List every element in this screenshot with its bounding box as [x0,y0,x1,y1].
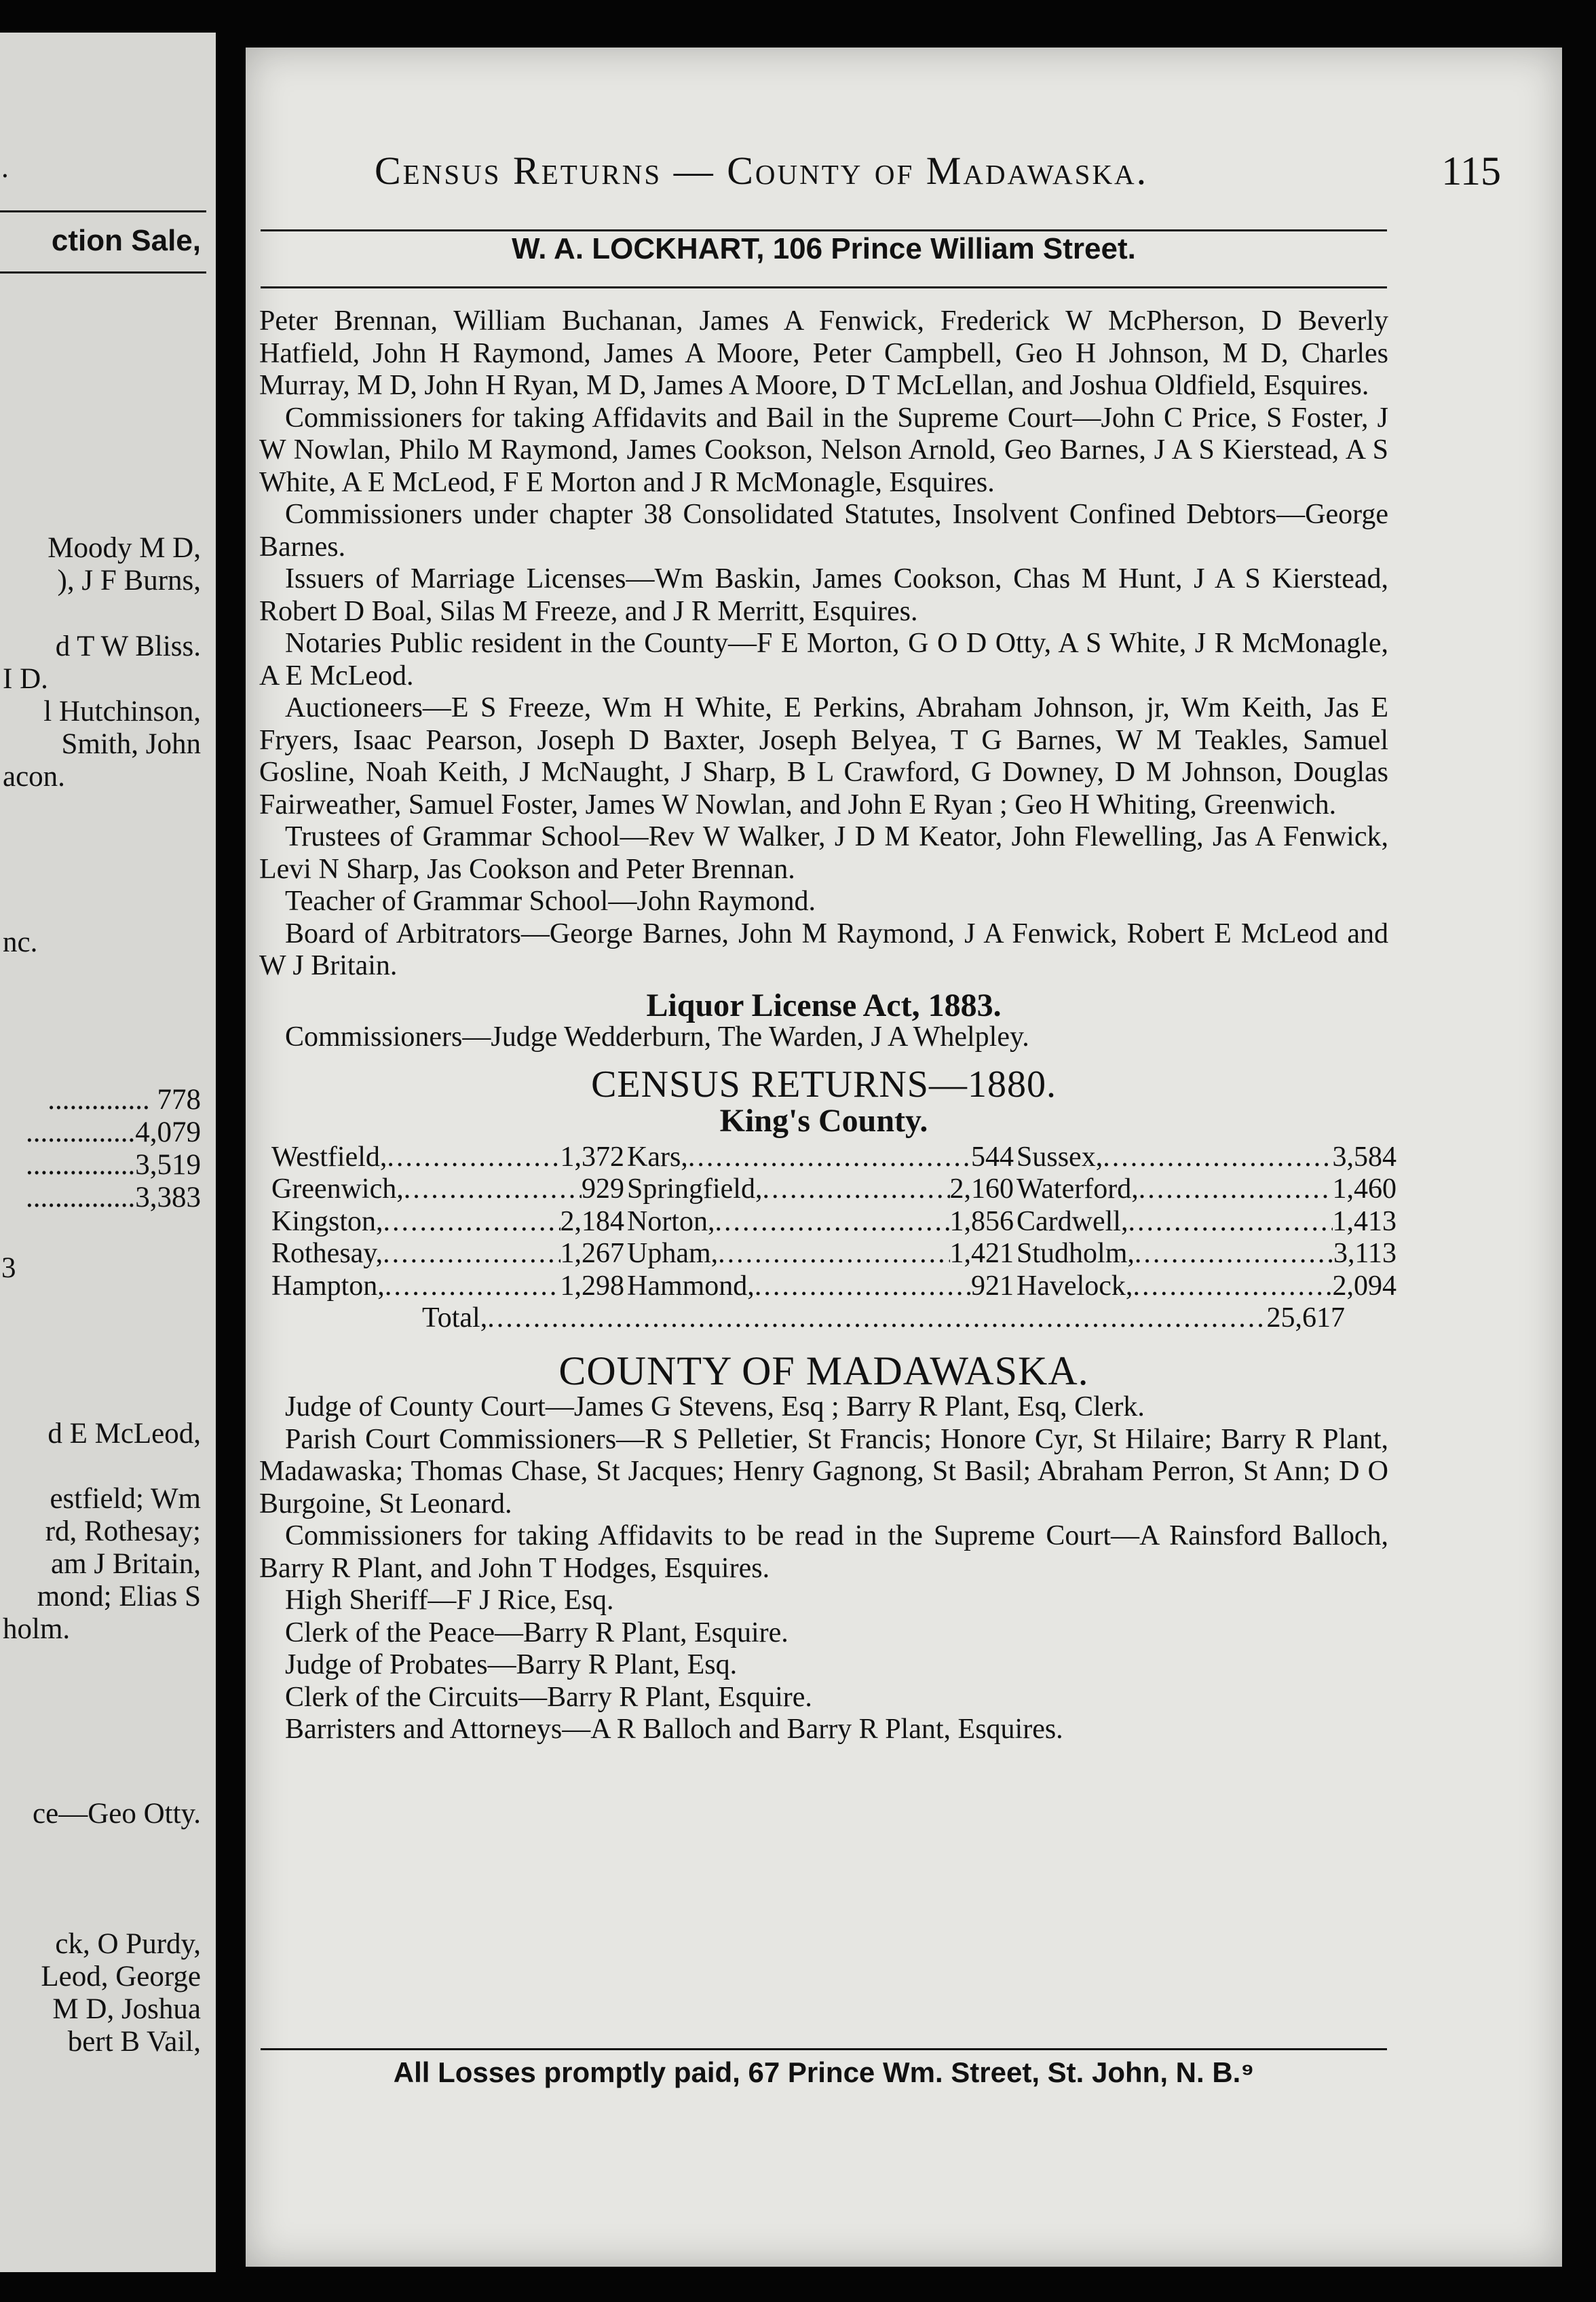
paragraph: Clerk of the Peace—Barry R Plant, Esquire. [285,1617,788,1648]
left-fragment: estfield; Wm [50,1483,201,1515]
census-row: Sussex, ..... 3,584 [1016,1141,1396,1174]
paragraph: Auctioneers—E S Freeze, Wm H White, E Perkins, Abraham Johnson, jr, Wm Keith, Jas E Fryers, Isaac Pearson, Joseph D Baxter, Joseph Belyea, T G Barnes, W M Teakles, Samuel Gosline, Noah Keith, J McNaught, J Sharp, B L Crawford, G Downey, D M Johnson, Douglas Fairweather, Samuel Foster, James W Nowlan, and John E Ryan ; Geo H Whiting, Greenwich. [259,692,1388,820]
section-heading-census: CENSUS RETURNS—1880. [591,1063,1057,1106]
paragraph: Peter Brennan, William Buchanan, James A Fenwick, Frederick W McPherson, D Beverly Hatfield, John H Raymond, James A Moore, Peter Campbell, Geo H Johnson, M D, Charles Murray, M D, John H Ryan, M D, James A Moore, D T McLellan, and Joshua Oldfield, Esquires. [259,305,1388,401]
left-rule [0,210,206,212]
subheading-kings-county: King's County. [719,1103,928,1139]
census-total-label: Total, [422,1302,488,1334]
left-fragment: l Hutchinson, [43,696,201,728]
page-number: 115 [1441,149,1501,193]
census-column [1016,1141,1396,1303]
census-row: Studholm, ..... 3,113 [1016,1238,1396,1270]
paragraph: Commissioners for taking Affidavits and Bail in the Supreme Court—John C Price, S Foster, J W Nowlan, Philo M Raymond, James Cookson, Nelson Arnold, Geo Barnes, J A S Kierstead, A S White, A E McLeod, F E Morton and J R McMonagle, Esquires. [259,402,1388,498]
paragraph: High Sheriff—F J Rice, Esq. [285,1585,614,1616]
paragraph: Board of Arbitrators—George Barnes, John M Raymond, J A Fenwick, Robert E McLeod and W J Britain. [259,918,1388,981]
census-row: Upham, ..... 1,421 [627,1238,1014,1270]
top-advertisement: W. A. LOCKHART, 106 Prince William Street. [512,232,1136,265]
left-fragment: . [1,152,9,184]
census-row: Waterford, ..... 1,460 [1016,1173,1396,1206]
footer-rule [261,2048,1387,2050]
left-fragment: Leod, George [41,1961,201,1993]
left-rule [0,271,206,273]
left-fragment: 3 [1,1252,16,1284]
paragraph: Commissioners for taking Affidavits to be read in the Supreme Court—A Rainsford Balloch, Barry R Plant, and John T Hodges, Esquires. [259,1520,1388,1584]
section-heading-liquor: Liquor License Act, 1883. [646,987,1002,1023]
left-fragment: Moody M D, [48,532,201,564]
left-fragment: bert B Vail, [67,2026,201,2058]
left-fragment: acon. [3,761,65,793]
left-fragment: Smith, John [61,728,201,760]
left-facing-page [0,33,216,2272]
left-fragment: ), J F Burns, [57,565,201,597]
paragraph: Trustees of Grammar School—Rev W Walker, J D M Keator, John Flewelling, Jas A Fenwick, Levi N Sharp, Jas Cookson and Peter Brennan. [259,821,1388,885]
bottom-advertisement: All Losses promptly paid, 67 Prince Wm. Street, St. John, N. B.⁹ [393,2056,1255,2088]
left-fragment: am J Britain, [51,1548,201,1580]
census-table [271,1141,1396,1303]
left-number: ...............3,383 [26,1182,201,1213]
left-fragment: d E McLeod, [48,1418,201,1450]
page-body [259,305,1396,1746]
left-number: ...............4,079 [26,1116,201,1148]
paragraph: Judge of Probates—Barry R Plant, Esq. [285,1649,738,1680]
left-fragment: mond; Elias S [37,1581,201,1612]
census-row: Cardwell, ..... 1,413 [1016,1206,1396,1239]
paragraph: Parish Court Commissioners—R S Pelletier, St Francis; Honore Cyr, St Hilaire; Barry R Plant, Madawaska; Thomas Chase, St Jacques; Henry Gagnong, St Basil; Abraham Perron, St Ann; D O Burgoine, St Leonard. [259,1423,1388,1520]
paragraph: Barristers and Attorneys—A R Balloch and Barry R Plant, Esquires. [285,1714,1063,1745]
header-rule [261,229,1387,231]
book-page [246,48,1562,2267]
paragraph: Issuers of Marriage Licenses—Wm Baskin, James Cookson, Chas M Hunt, J A S Kierstead, Robert D Boal, Silas M Freeze, and J R Merritt, Esquires. [259,563,1388,627]
left-heading-fragment: ction Sale, [51,224,201,257]
section-heading-madawaska: COUNTY OF MADAWASKA. [558,1348,1089,1393]
census-row: Springfield, ..... 2,160 [627,1173,1014,1206]
left-fragment: ce—Geo Otty. [33,1798,201,1830]
left-fragment: M D, Joshua [52,1993,201,2025]
census-row: Kars, ..... 544 [627,1141,1014,1174]
left-fragment: I D. [3,663,48,695]
left-number: .............. 778 [48,1084,201,1116]
census-row: Greenwich, ..... 929 [271,1173,624,1206]
census-column [271,1141,624,1303]
census-column [627,1141,1014,1303]
census-row: Hampton, ..... 1,298 [271,1270,624,1303]
left-fragment: ck, O Purdy, [55,1928,201,1960]
paragraph: Commissioners under chapter 38 Consolidated Statutes, Insolvent Confined Debtors—George Barnes. [259,499,1388,563]
left-fragment: nc. [3,926,38,958]
paragraph: Notaries Public resident in the County—F E Morton, G O D Otty, A S White, J R McMonagle, A E McLeod. [259,628,1388,692]
census-row: Kingston, ..... 2,184 [271,1206,624,1239]
header-rule [261,286,1387,288]
census-total-value: 25,617 [1266,1302,1345,1334]
left-number: ...............3,519 [26,1149,201,1181]
census-row: Rothesay, ..... 1,267 [271,1238,624,1270]
census-row: Norton, ..... 1,856 [627,1206,1014,1239]
census-row: Hammond, ..... 921 [627,1270,1014,1303]
paragraph: Clerk of the Circuits—Barry R Plant, Esquire. [285,1681,812,1713]
page-header [375,148,1501,202]
paragraph: Commissioners—Judge Wedderburn, The Warden, J A Whelpley. [285,1021,1029,1053]
left-fragment: rd, Rothesay; [45,1515,201,1547]
census-row: Havelock, ..... 2,094 [1016,1270,1396,1303]
left-fragment: holm. [3,1613,71,1645]
left-fragment: d T W Bliss. [55,630,201,662]
paragraph: Judge of County Court—James G Stevens, Esq ; Barry R Plant, Esq, Clerk. [285,1391,1145,1422]
census-total-row [422,1302,1345,1335]
census-row: Westfield, ..... 1,372 [271,1141,624,1174]
running-title: Census Returns — County of Madawaska. [375,149,1149,193]
paragraph: Teacher of Grammar School—John Raymond. [285,886,816,917]
